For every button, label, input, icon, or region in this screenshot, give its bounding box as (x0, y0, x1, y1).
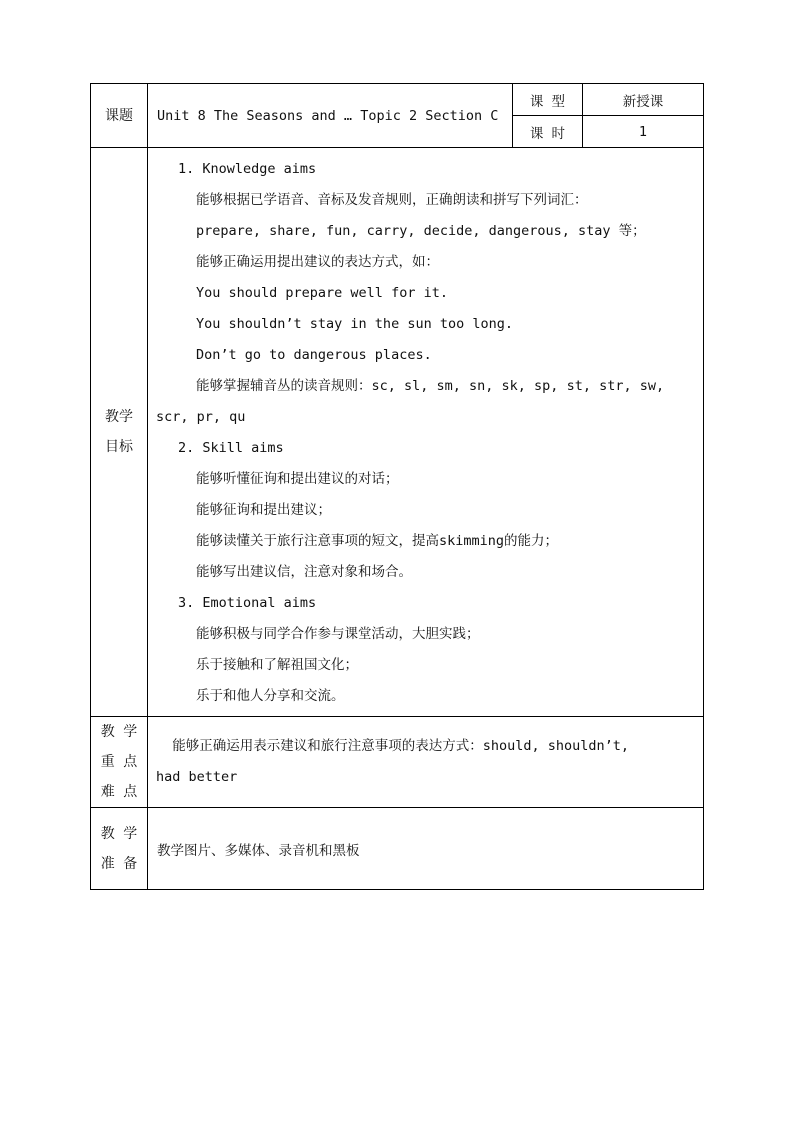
preparation-label-line1: 教 学 (100, 825, 138, 842)
objective-item: 能够根据已学语音、音标及发音规则，正确朗读和拼写下列词汇： (196, 192, 588, 208)
objective-item: 能够写出建议信，注意对象和场合。 (196, 564, 412, 580)
objective-heading: 2. Skill aims (178, 440, 284, 456)
objectives-row (91, 148, 704, 717)
key-points-label (91, 717, 148, 808)
objective-heading: 3. Emotional aims (178, 595, 317, 611)
type-value: 新授课 (583, 84, 704, 116)
objective-item: prepare, share, fun, carry, decide, dangerous, stay 等； (196, 223, 646, 239)
objectives-label (91, 148, 148, 717)
objective-item: Don’t go to dangerous places. (196, 347, 432, 363)
objective-item: You should prepare well for it. (196, 285, 448, 301)
objective-item: scr, pr, qu (156, 409, 246, 425)
objectives-label-line1: 教学 (105, 409, 133, 425)
objective-item: 能够积极与同学合作参与课堂活动，大胆实践； (196, 626, 480, 642)
key-points-label-line3: 难 点 (100, 784, 138, 800)
key-points-label-line2: 重 点 (100, 754, 138, 770)
preparation-content: 教学图片、多媒体、录音机和黑板 (148, 808, 704, 890)
objective-item: 能够征询和提出建议； (196, 502, 331, 518)
objective-item: 乐于和他人分享和交流。 (196, 688, 345, 704)
lesson-plan-table (90, 83, 704, 890)
objective-item: 能够听懂征询和提出建议的对话； (196, 471, 399, 487)
key-points-label-line1: 教 学 (100, 724, 138, 740)
objective-item: 能够正确运用提出建议的表达方式，如： (196, 254, 439, 270)
preparation-label (91, 808, 148, 890)
objectives-lines (156, 154, 697, 712)
objectives-content (148, 148, 704, 717)
period-label: 课 时 (513, 116, 583, 148)
header-row-1 (91, 84, 704, 116)
objective-item: 能够读懂关于旅行注意事项的短文，提高skimming的能力； (196, 533, 559, 549)
period-value: 1 (583, 116, 704, 148)
objective-item: You shouldn’t stay in the sun too long. (196, 316, 513, 332)
key-points-line2: had better (156, 769, 238, 785)
type-label: 课 型 (513, 84, 583, 116)
topic-label: 课题 (91, 84, 148, 148)
key-points-content (148, 717, 704, 808)
preparation-label-line2: 准 备 (100, 855, 138, 872)
objective-item: 乐于接触和了解祖国文化； (196, 657, 358, 673)
key-points-row (91, 717, 704, 808)
objectives-label-line2: 目标 (105, 439, 133, 455)
preparation-row (91, 808, 704, 890)
objective-heading: 1. Knowledge aims (178, 161, 317, 177)
key-points-line1: 能够正确运用表示建议和旅行注意事项的表达方式：should, shouldn’t, (156, 738, 630, 754)
topic-title: Unit 8 The Seasons and … Topic 2 Section C (148, 84, 513, 148)
objective-item: 能够掌握辅音丛的读音规则：sc, sl, sm, sn, sk, sp, st, str, sw, (196, 378, 665, 394)
